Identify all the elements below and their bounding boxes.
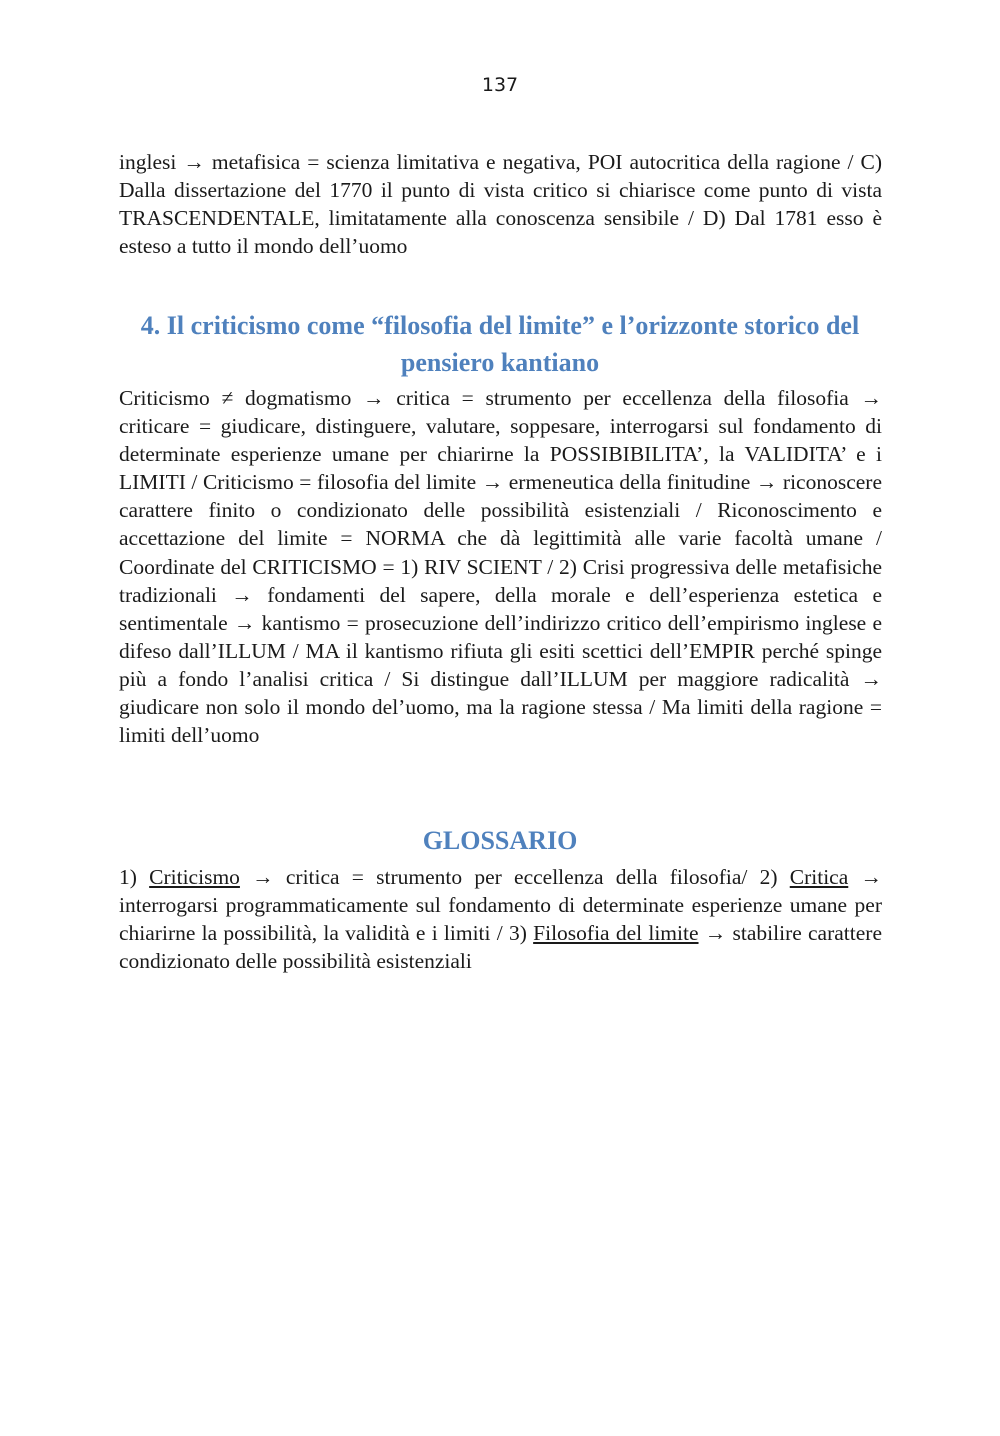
glossary-text: → stabilire carattere condizionato delle possibilità esistenziali	[119, 921, 882, 974]
glossary-term-criticismo: Criticismo	[149, 865, 240, 889]
page-number: 137	[481, 74, 519, 96]
section-paragraph: Criticismo ≠ dogmatismo → critica = strumento per eccellenza della filosofia → criticare = giudicare, distinguere, valutare, soppesare, interrogarsi sul fondamento di determinate esperienze umane per chiarirne la POSSIBIBILITA’, la VALIDITA’ e i LIMITI / Criticismo = filosofia del limite → ermeneutica della finitudine → riconoscere carattere finito o condizionato delle possibilità esistenziali / Riconoscimento e accettazione del limite = NORMA che dà legittimità alle varie facoltà umane / Coordinate del CRITICISMO = 1) RIV SCIENT / 2) Crisi progressiva delle metafisiche tradizionali → fondamenti del sapere, della morale e dell’esperienza estetica e sentimentale → kantismo = prosecuzione dell’indirizzo critico dell’empirismo inglese e difeso dall’ILLUM / MA il kantismo rifiuta gli esiti scettici dell’EMPIR perché spinge più a fondo l’analisi critica / Si distingue dall’ILLUM per maggiore radicalità → giudicare non solo il mondo del’uomo, ma la ragione stessa / Ma limiti della ragione = limiti dell’uomo	[119, 386, 882, 748]
glossary-term-filosofia-del-limite: Filosofia del limite	[533, 921, 699, 946]
glossary-text: → interrogarsi programmaticamente sul fondamento di determinate esperienze umane per chiarirne la possibilità, la validità e i limiti / 3)	[119, 865, 882, 946]
glossary-text: → critica = strumento per eccellenza della filosofia/ 2)	[239, 865, 790, 889]
section-heading: 4. Il criticismo come “filosofia del limite” e l’orizzonte storico del pensiero kantiano	[140, 311, 860, 377]
glossary-text: 1)	[119, 865, 150, 889]
glossary-term-critica: Critica	[789, 865, 849, 889]
intro-paragraph: inglesi → metafisica = scienza limitativa e negativa, POI autocritica della ragione / C) Dalla dissertazione del 1770 il punto di vista critico si chiarisce come punto di vista TRASCENDENTALE, limitatamente alla conoscenza sensibile / D) Dal 1781 esso è esteso a tutto il mondo dell’uomo	[119, 150, 882, 259]
glossary-heading: GLOSSARIO	[422, 826, 578, 855]
glossary-paragraph	[119, 863, 882, 975]
